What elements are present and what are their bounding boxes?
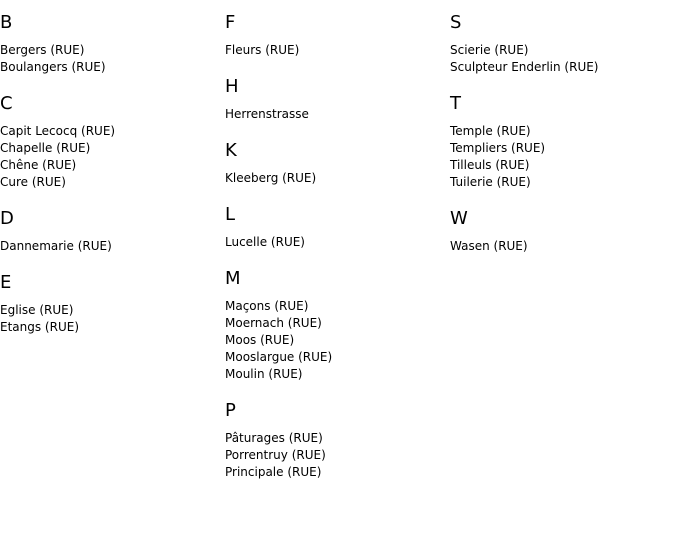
letter-heading: K — [225, 140, 237, 161]
street-link[interactable]: Cure (RUE) — [0, 175, 66, 189]
street-link[interactable]: Eglise (RUE) — [0, 303, 74, 317]
letter-heading: L — [225, 204, 236, 225]
street-link[interactable]: Dannemarie (RUE) — [0, 239, 112, 253]
letter-group-b — [0, 12, 225, 76]
letter-heading: D — [0, 208, 14, 229]
letter-heading: F — [225, 12, 236, 33]
letter-heading: M — [225, 268, 241, 289]
street-column — [225, 12, 450, 498]
street-link[interactable]: Templiers (RUE) — [450, 141, 546, 155]
street-link[interactable]: Wasen (RUE) — [450, 239, 528, 253]
letter-group-d — [0, 208, 225, 255]
letter-heading: H — [225, 76, 239, 97]
street-link[interactable]: Etangs (RUE) — [0, 320, 79, 334]
street-link[interactable]: Lucelle (RUE) — [225, 235, 305, 249]
street-link[interactable]: Tilleuls (RUE) — [450, 158, 530, 172]
letter-group-s — [450, 12, 675, 76]
letter-group-f — [225, 12, 450, 59]
letter-group-p — [225, 400, 450, 481]
street-link[interactable]: Herrenstrasse — [225, 107, 309, 121]
letter-group-m — [225, 268, 450, 383]
street-link[interactable]: Moulin (RUE) — [225, 367, 303, 381]
street-link[interactable]: Maçons (RUE) — [225, 299, 309, 313]
street-link[interactable]: Sculpteur Enderlin (RUE) — [450, 60, 599, 74]
street-link[interactable]: Temple (RUE) — [450, 124, 531, 138]
letter-group-h — [225, 76, 450, 123]
street-column — [450, 12, 675, 272]
street-link[interactable]: Boulangers (RUE) — [0, 60, 106, 74]
letter-group-c — [0, 93, 225, 191]
letter-heading: W — [450, 208, 468, 229]
street-link[interactable]: Pâturages (RUE) — [225, 431, 323, 445]
letter-group-w — [450, 208, 675, 255]
letter-heading: S — [450, 12, 462, 33]
street-link[interactable]: Mooslargue (RUE) — [225, 350, 333, 364]
letter-heading: B — [0, 12, 13, 33]
street-link[interactable]: Fleurs (RUE) — [225, 43, 300, 57]
letter-group-e — [0, 272, 225, 336]
street-link[interactable]: Scierie (RUE) — [450, 43, 529, 57]
street-link[interactable]: Kleeberg (RUE) — [225, 171, 317, 185]
street-link[interactable]: Chêne (RUE) — [0, 158, 77, 172]
street-column — [0, 12, 225, 353]
street-link[interactable]: Moos (RUE) — [225, 333, 295, 347]
letter-heading: E — [0, 272, 12, 293]
letter-group-k — [225, 140, 450, 187]
street-link[interactable]: Bergers (RUE) — [0, 43, 85, 57]
letter-heading: C — [0, 93, 13, 114]
street-link[interactable]: Porrentruy (RUE) — [225, 448, 326, 462]
letter-heading: P — [225, 400, 236, 421]
street-link[interactable]: Chapelle (RUE) — [0, 141, 91, 155]
letter-heading: T — [450, 93, 461, 114]
street-link[interactable]: Capit Lecocq (RUE) — [0, 124, 116, 138]
street-link[interactable]: Principale (RUE) — [225, 465, 322, 479]
street-link[interactable]: Tuilerie (RUE) — [450, 175, 531, 189]
street-link[interactable]: Moernach (RUE) — [225, 316, 322, 330]
letter-group-t — [450, 93, 675, 191]
letter-group-l — [225, 204, 450, 251]
